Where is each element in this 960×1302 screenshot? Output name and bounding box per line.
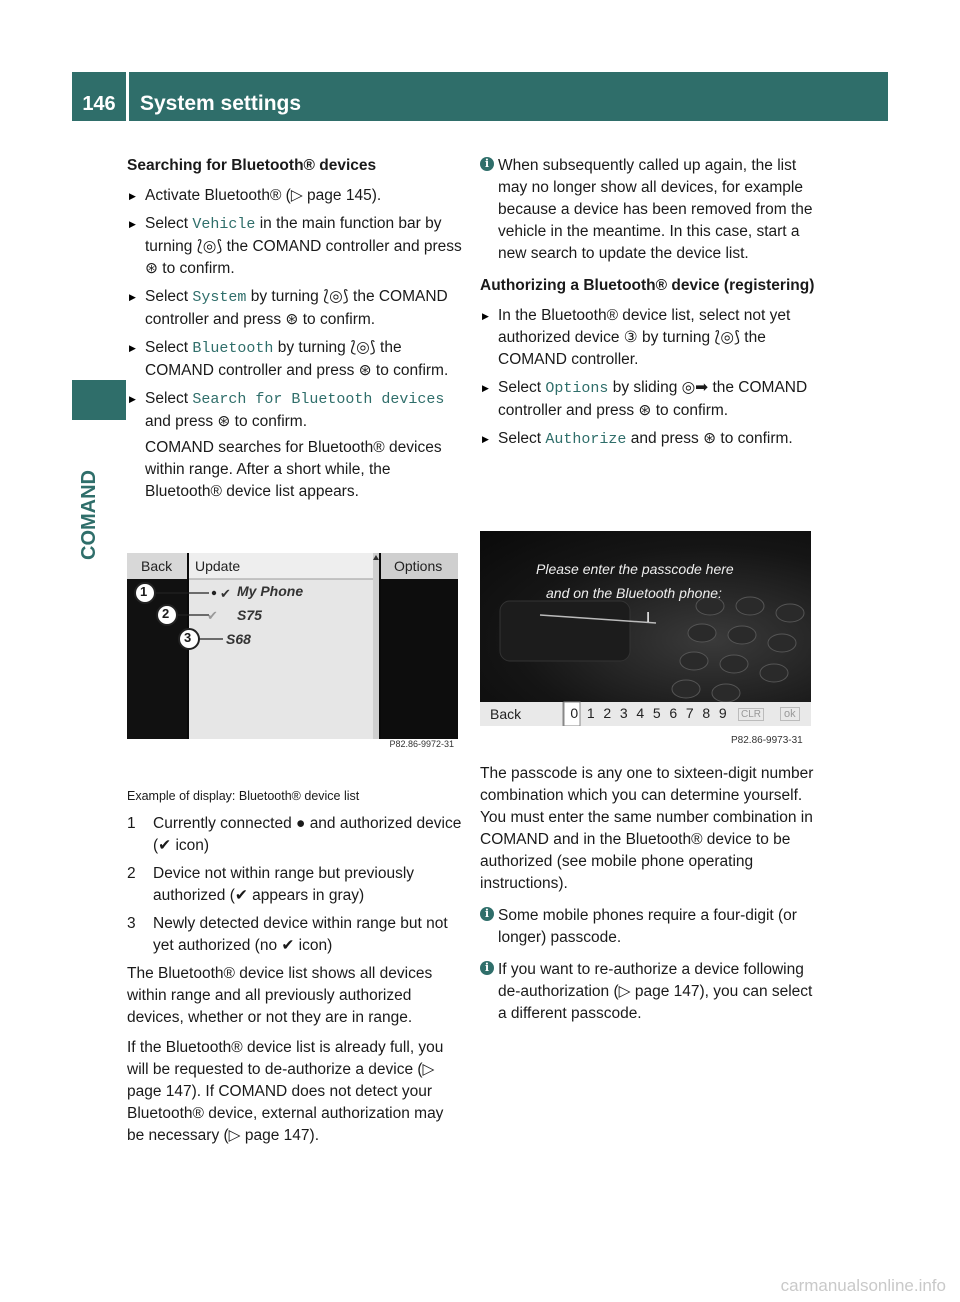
callout-label-3: 3: [184, 630, 192, 645]
authorize-heading: Authorizing a Bluetooth® device (registering): [480, 277, 815, 294]
instruction-step: ▶ Select Bluetooth by turning ⟅◎⟆ the COMAND controller and press ⊛ to confirm.: [127, 337, 462, 382]
instruction-step: ▶ Activate Bluetooth® (▷ page 145).: [127, 185, 462, 207]
left-column: [127, 155, 462, 511]
info-note-1: i When subsequently called up again, the list may no longer show all devices, for example because a device has been removed from the vehicle in the meantime. In this case, start a new search to update the device list.: [480, 155, 815, 265]
search-note: COMAND searches for Bluetooth® devices within range. After a short while, the Bluetooth® device list appears.: [145, 439, 442, 500]
device-list-figure: [127, 553, 458, 752]
digit-key-4[interactable]: 4: [636, 705, 645, 721]
passcode-cursor: I: [646, 609, 651, 626]
menu-item-name: Vehicle: [192, 216, 256, 233]
list-full-paragraph: If the Bluetooth® device list is already full, you will be requested to de-authorize a device (▷ page 147). If COMAND does not detect your Bluetooth® device, external authorization may be necessary (▷ page 147).: [127, 1039, 444, 1144]
info-icon: i: [480, 907, 494, 921]
device-list-paragraph: The Bluetooth® device list shows all devices within range and all previously authorized devices, whether or not they are in range.: [127, 965, 433, 1026]
menu-item-name: Search for Bluetooth devices: [192, 391, 445, 408]
instruction-step: ▶ Select System by turning ⟅◎⟆ the COMAND controller and press ⊛ to confirm.: [127, 286, 462, 331]
section-heading: Searching for Bluetooth® devices: [127, 157, 377, 174]
menu-item-name: System: [192, 289, 247, 306]
info-icon: i: [480, 157, 494, 171]
passcode-figure: [480, 531, 811, 729]
figure-code-2: P82.86-9973-31: [731, 735, 803, 746]
legend-number: 2: [127, 865, 136, 882]
digit-key-2[interactable]: 2: [603, 705, 612, 721]
back-softkey[interactable]: Back: [490, 706, 522, 722]
figure-code: P82.86-9972-31: [389, 739, 454, 749]
info-note-2: i Some mobile phones require a four-digit (or longer) passcode.: [480, 905, 815, 949]
header-divider: [126, 72, 129, 121]
digit-key-8[interactable]: 8: [702, 705, 711, 721]
instruction-step: ▶ Select Vehicle in the main function bar by turning ⟅◎⟆ the COMAND controller and press ⊛ to confirm.: [127, 213, 462, 280]
digit-key-1[interactable]: 1: [586, 705, 595, 721]
instruction-step: ▶ Select Search for Bluetooth devices and press ⊛ to confirm.: [127, 388, 462, 433]
page-title: System settings: [140, 92, 302, 115]
clear-button[interactable]: CLR: [738, 708, 764, 721]
options-softkey[interactable]: Options: [394, 558, 443, 574]
watermark-site: carmanualsonline.info: [780, 1276, 946, 1295]
digit-key-7[interactable]: 7: [685, 705, 694, 721]
back-softkey[interactable]: Back: [141, 558, 173, 574]
menu-item-name: Options: [545, 380, 609, 397]
device-my-phone[interactable]: My Phone: [237, 583, 304, 599]
digit-key-9[interactable]: 9: [718, 705, 727, 721]
svg-text:✔: ✔: [207, 608, 218, 623]
legend-number: 1: [127, 815, 136, 832]
callout-label-1: 1: [140, 584, 148, 599]
right-column-lower: [480, 763, 815, 1035]
digit-key-5[interactable]: 5: [652, 705, 661, 721]
digit-key-6[interactable]: 6: [669, 705, 678, 721]
passcode-prompt-line1: Please enter the passcode here: [536, 561, 734, 577]
passcode-prompt-line2: and on the Bluetooth phone:: [546, 585, 722, 601]
svg-text:✔: ✔: [220, 586, 231, 601]
figure-caption: Example of display: Bluetooth® device list: [127, 789, 360, 803]
left-column-lower: [127, 785, 462, 1155]
legend-item: 1 Currently connected ● and authorized device (✔ icon): [127, 815, 462, 854]
legend-number: 3: [127, 915, 136, 932]
device-s75[interactable]: S75: [237, 607, 262, 623]
instruction-step: ▶ Select Authorize and press ⊛ to confirm.: [480, 428, 815, 451]
section-label: COMAND: [78, 470, 100, 560]
device-s68[interactable]: S68: [226, 631, 251, 647]
info-note-3: i If you want to re-authorize a device following de-authorization (▷ page 147), you can select a different passcode.: [480, 959, 815, 1025]
menu-item-name: Bluetooth: [192, 340, 274, 357]
legend-item: 3 Newly detected device within range but not yet authorized (no ✔ icon): [127, 915, 448, 954]
ok-button[interactable]: ok: [780, 707, 800, 721]
right-column: [480, 155, 815, 457]
instruction-step: ▶ In the Bluetooth® device list, select not yet authorized device ③ by turning ⟅◎⟆ the COMAND controller.: [480, 305, 815, 371]
page-number: 146: [82, 93, 116, 115]
legend-item: 2 Device not within range but previously authorized (✔ appears in gray): [127, 865, 415, 904]
instruction-step: ▶ Select Options by sliding ◎➡ the COMAND controller and press ⊛ to confirm.: [480, 377, 815, 422]
digit-key-3[interactable]: 3: [619, 705, 628, 721]
menu-item-name: Authorize: [545, 431, 627, 448]
info-icon: i: [480, 961, 494, 975]
update-softkey[interactable]: Update: [195, 558, 241, 574]
digit-key-0[interactable]: 0: [570, 705, 579, 721]
passcode-paragraph: The passcode is any one to sixteen-digit number combination which you can determine yourself. You must enter the same number combination in COMAND and in the Bluetooth® device to be authorized (see mobile phone operating instructions).: [480, 765, 814, 892]
callout-label-2: 2: [162, 606, 170, 621]
